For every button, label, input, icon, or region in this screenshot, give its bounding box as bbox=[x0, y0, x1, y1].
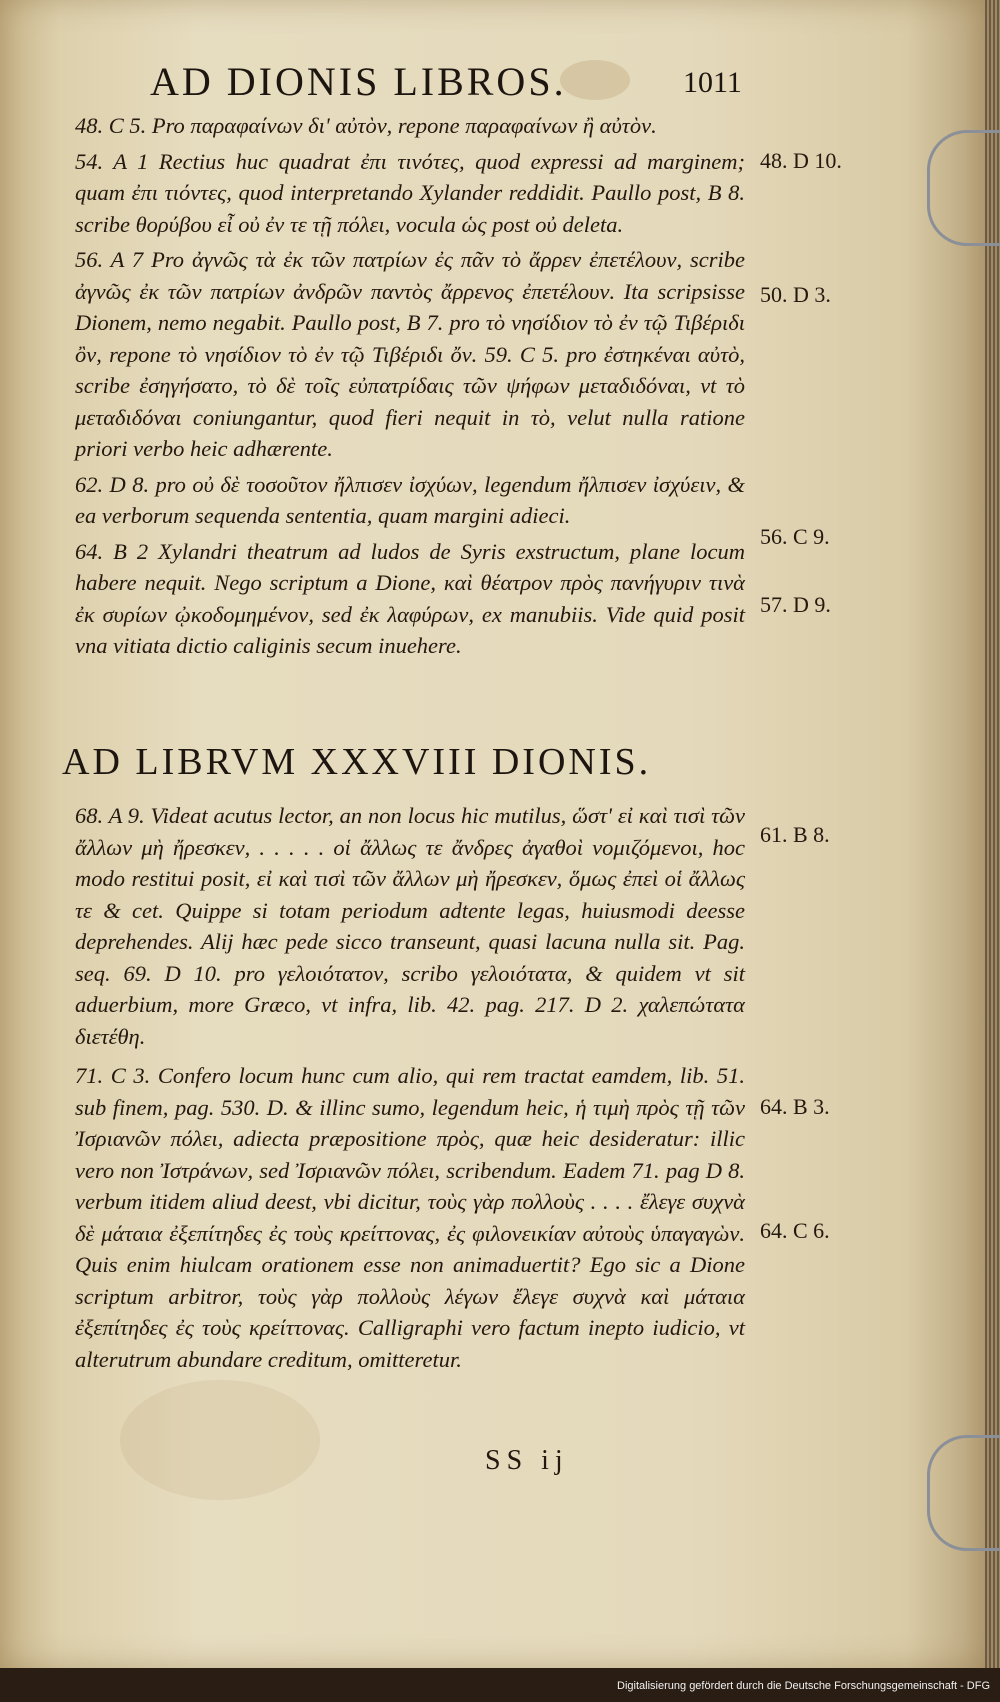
note-entry: 48. C 5. Pro παραφαίνων δι' αὐτὸν, repone παραφαίνων ἢ αὐτὸν. bbox=[75, 113, 657, 138]
page-clip bbox=[927, 1435, 1000, 1551]
margin-note: 48. D 10. bbox=[760, 148, 842, 173]
notes-part-2 bbox=[75, 800, 745, 1383]
page-stain bbox=[120, 1380, 320, 1500]
section-heading: AD LIBRVM XXXVIII DIONIS. bbox=[62, 741, 652, 783]
running-header bbox=[0, 58, 985, 108]
page-number: 1011 bbox=[683, 66, 742, 99]
note-entry: 54. A 1 Rectius huc quadrat ἐπι τινότες, quod expressi ad marginem; quam ἐπι τιόντες, quod interpretando Xylander reddidit. Paullo post, B 8. scribe θορύβου εἶ οὐ ἐν τε τῇ πόλει, vocula ὡς post οὐ deleta. bbox=[75, 148, 745, 237]
margin-note: 50. D 3. bbox=[760, 282, 831, 307]
note-entry: 71. C 3. Confero locum hunc cum alio, qui rem tractat eamdem, lib. 51. sub finem, pag. 530. D. & illinc sumo, legendum heic, ἡ τιμὴ πρὸς τῇ τῶν Ἰσριανῶν πόλει, adiecta præpositione πρὸς, quæ heic desideratur: illic vero non Ἰστράνων, sed Ἰσριανῶν πόλει, scribendum. Eadem 71. pag D 8. verbum itidem aliud deest, vbi dicitur, τοὺς γὰρ πολλοὺς . . . . ἔλεγε συχνὰ δὲ μάταια ἐξεπίτηδες ἐς τοὺς κρείττονας, ἐς φιλονεικίαν αὐτοὺς ὑπαγαγὼν. Quis enim hiulcam orationem esse non animaduertit? Ego sic a Dione scriptum arbitror, τοὺς γὰρ πολλοὺς λέγων ἔλεγε συχνὰ καὶ μάταια ἐξεπίτηδες ἐς τοὺς κρείττονας. Calligraphi vero factum inepto iudicio, vt alterutrum abundare creditum, omitteretur. bbox=[75, 1063, 745, 1372]
footer-bar bbox=[0, 1668, 1000, 1702]
margin-note: 61. B 8. bbox=[760, 822, 830, 847]
signature-mark: SS ij bbox=[485, 1445, 569, 1476]
margin-note: 64. B 3. bbox=[760, 1094, 830, 1119]
margin-note: 64. C 6. bbox=[760, 1218, 830, 1243]
note-entry: 62. D 8. pro οὐ δὲ τοσοῦτον ἤλπισεν ἰσχύων, legendum ἤλπισεν ἰσχύειν, & ea verborum sequenda sententia, quam margini adieci. bbox=[75, 471, 745, 528]
book-fore-edge bbox=[985, 0, 1000, 1668]
page-clip bbox=[927, 130, 1000, 246]
notes-part-1 bbox=[75, 110, 745, 666]
note-entry: 64. B 2 Xylandri theatrum ad ludos de Syris exstructum, plane locum habere nequit. Nego scriptum a Dione, καὶ θέατρον πρὸς πανήγυριν τινὰ ἐκ συρίων ᾠκοδομημένον, sed ἐκ λαφύρων, ex manubiis. Vide quid posit vna vitiata dictio caliginis secum inuehere. bbox=[75, 538, 745, 658]
footer-credit: Digitalisierung gefördert durch die Deutsche Forschungsgemeinschaft - DFG bbox=[617, 1680, 990, 1692]
header-title: AD DIONIS LIBROS. bbox=[150, 59, 567, 104]
margin-note: 56. C 9. bbox=[760, 524, 830, 549]
note-entry: 68. A 9. Videat acutus lector, an non locus hic mutilus, ὥστ' εἰ καὶ τισὶ τῶν ἄλλων μὴ ἤρεσκεν, . . . . . οἱ ἄλλως τε ἄνδρες ἀγαθοὶ νομιζόμενοι, hoc modo restitui posit, εἰ καὶ τισὶ τῶν ἄλλων μὴ ἤρεσκεν, ὅμως ἐπεὶ οἱ ἄλλως τε & cet. Quippe si totam periodum adtente legas, huiusmodi deesse deprehendes. Alij hæc pede sicco transeunt, quasi lacuna nulla sit. Pag. seq. 69. D 10. pro γελοιότατον, scribo γελοιότατα, & quidem vt sit aduerbium, more Græco, vt infra, lib. 42. pag. 217. D 2. χαλεπώτατα διετέθη. bbox=[75, 803, 745, 1049]
margin-note: 57. D 9. bbox=[760, 592, 831, 617]
note-entry: 56. A 7 Pro ἀγνῶς τὰ ἐκ τῶν πατρίων ἐς πᾶν τὸ ἄρρεν ἐπετέλουν, scribe ἀγνῶς ἐκ τῶν πατρίων ἀνδρῶν παντὸς ἄρρενος ἐπετέλουν. Ita scripsisse Dionem, nemo negabit. Paullo post, B 7. pro τὸ νησίδιον τὸ ἐν τῷ Τιβέριδι ὂν, repone τὸ νησίδιον τὸ ἐν τῷ Τιβέριδι ὄν. 59. C 5. pro ἐστηκέναι αὐτὸ, scribe ἐσηγήσατο, τὸ δὲ τοῖς εὐπατρίδαις τῶν ψήφων μεταδιδόναι, vt τὸ μεταδιδόναι coniungantur, quod fieri nequit in τὸ, velut nulla ratione priori verbo heic adhærente. bbox=[75, 247, 745, 461]
